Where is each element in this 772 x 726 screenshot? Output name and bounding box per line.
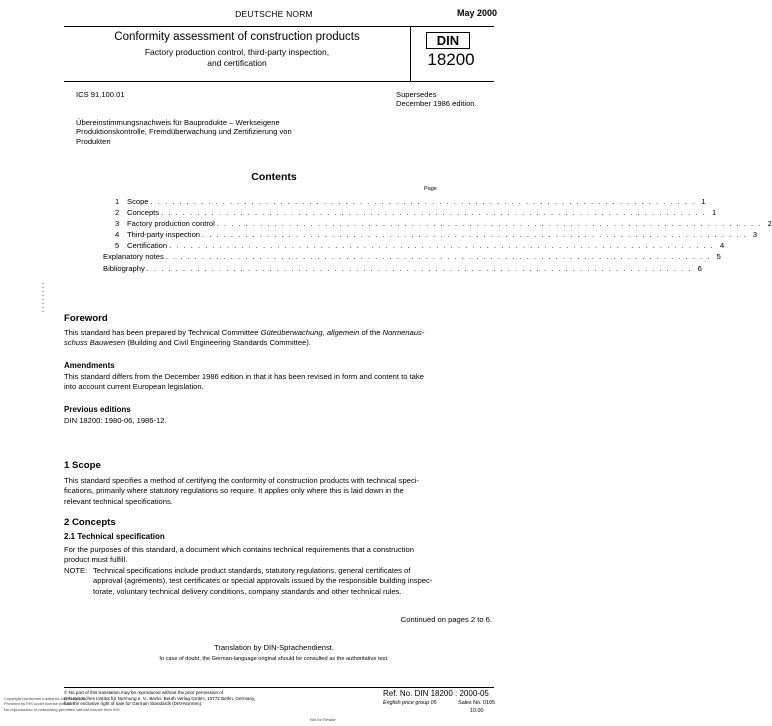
supersedes-note: [396, 90, 477, 109]
toc-leader: . . . . . . . . . . . . . . . . . . . . . . . . . . . . . . . . . . . . . . . . . . . . . . . . . . . . . . . . . . . . . . . . . . . . . . . . . . . .: [202, 230, 748, 240]
foreword-line-2: [64, 338, 494, 348]
translation-credit: Translation by DIN-Sprachendienst.: [213, 643, 334, 652]
note-label: NOTE:: [64, 566, 88, 575]
supersedes-line-2: December 1986 edition.: [396, 99, 477, 109]
license-stamp: [4, 696, 120, 712]
technical-specification-heading: 2.1 Technical specification: [64, 532, 165, 541]
toc-leader: . . . . . . . . . . . . . . . . . . . . . . . . . . . . . . . . . . . . . . . . . . . . . . . . . . . . . . . . . . . . . . . . . . . . . . . . . . . .: [146, 263, 692, 273]
din-logo: DIN: [426, 32, 470, 49]
previous-editions-heading: Previous editions: [64, 405, 131, 414]
concepts-paragraph: [64, 545, 494, 566]
amendments-paragraph: [64, 372, 494, 393]
german-title: [76, 118, 292, 146]
toc-page: 2: [767, 219, 772, 229]
foreword-heading: Foreword: [64, 313, 108, 324]
toc-page: 1: [701, 197, 706, 206]
foreword-line-1: [64, 328, 494, 338]
toc-number: 4: [115, 230, 120, 240]
toc-label: Certification: [127, 241, 168, 251]
toc-label: Explanatory notes: [103, 252, 164, 262]
committee-parent: Normenaus-: [382, 328, 425, 337]
toc-label: Factory production control: [127, 219, 215, 229]
foreword-text: This standard has been prepared by Technical Committee: [64, 328, 261, 337]
title-block: [64, 26, 494, 82]
scope-line-1: This standard specifies a method of certifying the conformity of construction products with technical speci-: [64, 476, 419, 485]
note-text-1: Technical specifications include product standards, statutory regulations, general certificates of: [93, 566, 411, 575]
not-for-resale: Not for Resale: [310, 717, 336, 722]
edition-code: 10.00: [470, 708, 484, 714]
title-divider: [410, 27, 411, 81]
contents-page-label: Page: [424, 186, 437, 192]
toc-number: 3: [115, 219, 120, 229]
toc-leader: . . . . . . . . . . . . . . . . . . . . . . . . . . . . . . . . . . . . . . . . . . . . . . . . . . . . . . . . . . . . . . . . . . . . . . . . . . . .: [165, 252, 711, 262]
foreword-text: of the: [359, 328, 383, 337]
toc-leader: . . . . . . . . . . . . . . . . . . . . . . . . . . . . . . . . . . . . . . . . . . . . . . . . . . . . . . . . . . . . . . . . . . . . . . . . . . . .: [161, 208, 707, 218]
toc-entry[interactable]: [115, 240, 725, 251]
scope-line-3: relevant technical specifications.: [64, 496, 173, 506]
toc-label: Scope: [127, 197, 149, 206]
toc-label: Bibliography: [103, 263, 145, 273]
amendments-line-1: This standard differs from the December 1986 edition in that it has been revised in form and content to take: [64, 372, 424, 381]
note-text-3: torate, voluntary technical delivery conditions, company standards and other technical rules.: [93, 586, 402, 596]
toc-page: 4: [719, 241, 725, 251]
standard-type: DEUTSCHE NORM: [235, 9, 313, 19]
concepts-line-2: product must fulfill.: [64, 555, 128, 565]
copyright-line-3: has the exclusive right of sale for German Standards (DIN-Normen).: [64, 701, 203, 707]
previous-editions-text: DIN 18200: 1980-06, 1986-12.: [64, 416, 167, 425]
ics-code: ICS 91.100.01: [76, 90, 125, 99]
toc-page: 5: [716, 252, 721, 262]
toc-leader: . . . . . . . . . . . . . . . . . . . . . . . . . . . . . . . . . . . . . . . . . . . . . . . . . . . . . . . . . . . . . . . . . . . . . . . . . . . .: [216, 219, 762, 229]
foreword-paragraph: [64, 328, 494, 349]
scope-heading: 1 Scope: [64, 460, 101, 471]
note-text-2: approval (agréments), test certificates or special approvals issued by the responsible building inspec-: [93, 576, 433, 586]
committee-name: Güteüberwachung, allgemein: [260, 328, 360, 337]
toc-leader: . . . . . . . . . . . . . . . . . . . . . . . . . . . . . . . . . . . . . . . . . . . . . . . . . . . . . . . . . . . . . . . . . . . . . . . . . . . .: [169, 241, 715, 251]
document-title: Conformity assessment of construction products: [114, 31, 360, 43]
toc-leader: . . . . . . . . . . . . . . . . . . . . . . . . . . . . . . . . . . . . . . . . . . . . . . . . . . . . . . . . . . . . . . . . . . . . . . . . . . . .: [150, 197, 696, 206]
toc-number: 2: [115, 208, 120, 218]
supersedes-line-1: Supersedes: [396, 90, 437, 99]
copyright-line-1: © No part of this translation may be reproduced without the prior permission of: [64, 690, 224, 695]
din-number: 18200: [427, 50, 475, 69]
price-info: [383, 700, 495, 706]
concepts-note: [64, 566, 494, 597]
sales-number: Sales No. 0105: [458, 700, 495, 706]
license-line-3: No reproduction or networking permitted without license from IHS: [4, 706, 120, 712]
margin-marks: [41, 280, 45, 335]
table-of-contents: [103, 196, 772, 274]
german-title-line-3: Produkten: [76, 136, 111, 146]
toc-page: 6: [697, 263, 702, 273]
toc-label: Concepts: [127, 208, 160, 218]
scope-paragraph: [64, 476, 494, 507]
committee-parent-cont: schuss Bauwesen: [64, 338, 126, 348]
price-group: English price group 05: [383, 700, 437, 706]
amendments-line-2: into account current European legislation.: [64, 382, 204, 392]
toc-number: 5: [115, 241, 120, 251]
authoritative-text-note: In case of doubt, the German-language original should be consulted as the authoritative text.: [159, 656, 389, 662]
document-subtitle: [64, 47, 410, 68]
toc-entry[interactable]: [115, 218, 772, 229]
toc-entry[interactable]: [115, 196, 706, 207]
toc-page: 3: [752, 230, 758, 240]
publication-date: May 2000: [456, 8, 497, 18]
concepts-heading: 2 Concepts: [64, 517, 116, 528]
subtitle-line-1: Factory production control, third-party inspection,: [144, 47, 330, 57]
foreword-text: (Building and Civil Engineering Standards Committee).: [125, 338, 311, 348]
subtitle-line-2: and certification: [207, 57, 267, 68]
concepts-line-1: For the purposes of this standard, a document which contains technical requirements that a construction: [64, 545, 414, 554]
contents-heading: Contents: [251, 171, 297, 183]
toc-number: 1: [115, 197, 120, 206]
toc-entry[interactable]: [103, 251, 721, 262]
license-line-1: Copyright Deutsches Institut fur Normung E.V.: [4, 696, 86, 701]
continued-note: Continued on pages 2 to 6.: [400, 615, 492, 624]
german-title-line-1: Übereinstimmungsnachweis für Bauprodukte – Werkseigene: [76, 118, 280, 127]
amendments-heading: Amendments: [64, 361, 115, 370]
reference-number: Ref. No. DIN 18200 : 2000-05: [383, 689, 489, 698]
footer-rule: [64, 687, 494, 688]
toc-label: Third-party inspection: [127, 230, 201, 240]
toc-entry[interactable]: [103, 263, 702, 274]
toc-page: 1: [711, 208, 717, 218]
german-title-line-2: Produktionskontrolle, Fremdüberwachung und Zertifizierung von: [76, 127, 292, 137]
copyright-line-2: DIN Deutsches Institut für Normung e. V., Berlin. Beuth Verlag GmbH, 10772 Berlin, Germany,: [64, 695, 256, 701]
scope-line-2: fications, primarily where statutory regulations so require. It applies only where this is laid down in the: [64, 486, 404, 496]
license-line-2: Provided by IHS under license with DIN: [4, 701, 75, 707]
note-line-1: [64, 566, 494, 576]
toc-entry[interactable]: [115, 229, 758, 240]
toc-entry[interactable]: [115, 207, 717, 218]
